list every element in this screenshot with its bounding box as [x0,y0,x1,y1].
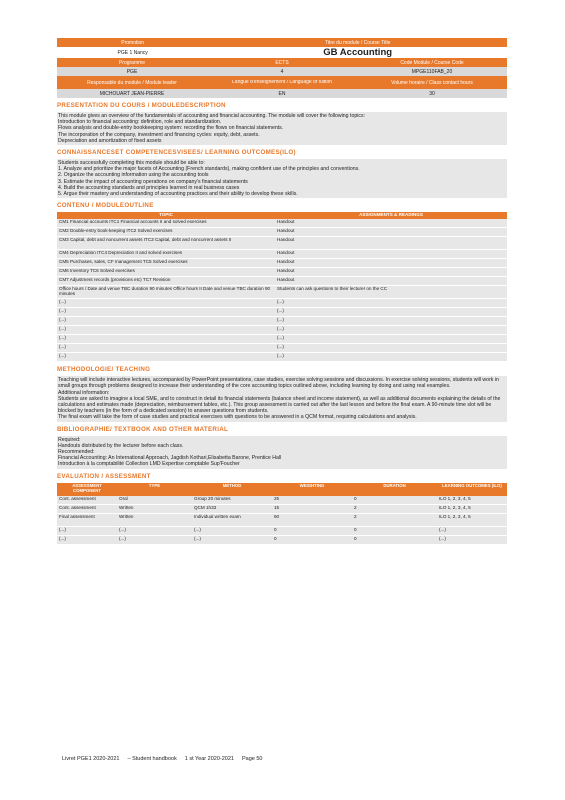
eval-cell: Oral [117,496,192,505]
eval-col-ilo: LEARNING OUTCOMES (ILO) [437,483,507,496]
outcomes-line: 4. Build the accounting standards and principles learned in real business cases [58,184,240,191]
footer-subtitle: – Student handbook [127,756,177,762]
bibliography-title: BIBLIOGRAPHIE/ TEXTBOOK AND OTHER MATERIAL [57,425,229,433]
outline-assign: Handout [275,268,507,277]
outline-row [57,250,507,259]
eval-cell: ILO 1, 2, 3, 4, 5 [437,513,507,526]
outline-assign: (...) [275,308,507,317]
promotion-value: PGE 1 Nancy [117,49,148,56]
outline-topic: (...) [57,344,275,353]
eval-cell: 2 [352,513,437,526]
eval-cell: (...) [192,526,272,535]
eval-col-weighting: WEIGHTING [272,483,352,496]
outcomes-line: 2. Organize the accounting information using the accounting tools [58,172,209,179]
outline-table [57,212,507,362]
eval-row [57,526,507,535]
code-label: Code Module / Course Code [400,59,464,66]
outline-row [57,286,507,299]
bibliography-line: Introduction à la comptabilité Collection LMD Expertise comptable Sup'Foucher [58,461,240,468]
outline-topic: CM1 Financial accounts ITC1 Financial accounts II and solved exercises [57,219,275,228]
evaluation-table [57,483,507,545]
presentation-line: Flows analysis and double-entry bookkeeping system: recording the flows on financial statements. [58,125,284,132]
outline-row [57,268,507,277]
eval-col-component: ASSESSMENT COMPONENT [57,483,117,496]
methodology-line: Students are asked to imagine a local SME, and to construct in detail its financial statements (balance sheet and income statement), as well as additional documents explaining the details of the calculations and estimates made (depreciation, reimbursement tables, etc.). This group assessment is carried out after the last lesson and before the final exam. A 90-minute time slot will be blocked by teachers (in the form of a dedicated session) to answer questions from students. [58,395,501,415]
eval-cell: Written [117,504,192,513]
eval-cell: ILO 1, 2, 3, 4, 5 [437,496,507,505]
volume-label: Volume horaire / Class contact hours [391,79,473,86]
outline-assign: Handout [275,228,507,237]
outline-topic: CM4 Depreciation ITC4 Depreciation II and solved exercises [57,250,275,259]
outline-topic: CM6 Inventory TC6 Solved exercises [57,268,275,277]
outline-assign: (...) [275,335,507,344]
eval-row [57,513,507,526]
ects-label: ECTS [275,59,289,66]
volume-value: 30 [429,90,435,97]
presentation-title: PRESENTATION DU COURS / MODULEDESCRIPTION [57,102,226,109]
outline-assign: Handout [275,237,507,250]
eval-cell: (...) [117,535,192,544]
responsable-label: Responsable du module / Module leader [87,79,177,86]
bibliography-line: Handouts distributed by the lecturer before each class. [58,442,184,449]
outcomes-body [57,159,507,198]
outline-header-row [57,212,507,219]
outline-topic: Office hours / Date and venue TBC duration 90 minutes Office hours II Date and venue TBC duration 90 minutes [57,286,275,299]
methodology-line: Additional information: [58,389,110,396]
eval-header-row [57,483,507,496]
eval-cell: 0 [352,526,437,535]
eval-cell: 0 [272,535,352,544]
presentation-line: Introduction to financial accounting: definition, role and standardization. [58,119,222,126]
ects-value: 4 [280,68,284,75]
responsable-value: MICHOUART JEAN-PIERRE [99,90,165,97]
header-row-6 [57,89,507,98]
course-title: GB Accounting [323,47,393,58]
outline-assign: (...) [275,344,507,353]
outline-assign: (...) [275,299,507,308]
outline-topic: CM7 Adjustment records (provisions etc) TC7 Revision [57,277,275,286]
outline-assign: Handout [275,219,507,228]
outline-assign: Handout [275,259,507,268]
presentation-body [57,112,507,145]
outline-row [57,326,507,335]
methodology-line: Teaching will include interactive lectures, accompanied by PowerPoint presentations, case studies, exercise solving sessions and discussions. In exercise solving sessions, students will work in small groups through problems designed to increase their understanding of the core accounting topics outlined above, including learning by doing and using real examples. [58,377,499,390]
outline-row [57,219,507,228]
outline-title: CONTENU / MODULEOUTLINE [57,202,154,210]
footer-page-number: Page 50 [241,756,263,762]
eval-cell: 0 [352,496,437,505]
outline-row [57,308,507,317]
programme-label: Programme [118,59,146,66]
bibliography-line: Financial Accounting: An International Approach, Jagdish Kothari,Elisabetta Barone, Prentice Hall [58,455,282,462]
eval-cell: (...) [57,526,117,535]
outline-assign: Handout [275,250,507,259]
presentation-line: This module gives an overview of the fundamentals of accounting and financial accounting. The module will cover the following topics: [58,113,366,119]
title-label: Titre du module / Course Title [324,39,391,46]
outline-row [57,277,507,286]
outline-topic: CM2 Double-entry book-keeping ITC2 Solved exercises [57,228,275,237]
outline-col-topic: TOPIC [57,212,275,219]
outline-topic: (...) [57,326,275,335]
outline-assign: Students can ask questions to their lecturer on the CC [275,286,507,299]
eval-col-type: TYPE [117,483,192,496]
bibliography-body [57,436,507,469]
outcomes-title: CONNAISSANCESET COMPETENCESVISEES/ LEARNING OUTCOMES(ILO) [57,149,296,157]
outline-col-assign: ASSIGNMENTS & READINGS [275,212,507,219]
eval-cell: (...) [437,535,507,544]
header-row-4 [57,67,507,76]
code-value: MPGE110FAB_20 [411,68,453,75]
outcomes-line: Students successfully completing this module should be able to: [58,160,205,167]
promotion-label: Promotion [121,39,145,46]
header-row-5 [57,76,507,89]
eval-cell: ILO 1, 2, 3, 4, 5 [437,504,507,513]
eval-cell: (...) [57,535,117,544]
eval-cell: (...) [437,526,507,535]
eval-cell: (...) [117,526,192,535]
page-footer [62,756,262,762]
footer-handbook: Livret PGE1 2020-2021 [62,756,120,762]
header-row-1 [57,38,507,47]
bibliography-line: Required: [58,436,81,443]
outline-topic: (...) [57,299,275,308]
outline-topic: (...) [57,308,275,317]
eval-col-method: METHOD [192,483,272,496]
handbook-page [57,38,507,545]
eval-col-duration: DURATION [352,483,437,496]
eval-cell: Group 20 minutes [192,496,272,505]
header-row-3 [57,58,507,67]
eval-row [57,496,507,505]
outline-row [57,335,507,344]
outline-topic: CM5 Purchases, sales, CF management TC5 Solved exercises [57,259,275,268]
eval-cell: 0 [352,535,437,544]
eval-cell: Final assessment [57,513,117,526]
eval-cell: 60 [272,513,352,526]
eval-cell: 15 [272,504,352,513]
bibliography-line: Recommended: [58,449,95,456]
programme-value: PGE [126,68,138,75]
footer-year: 1 st Year 2020-2021 [184,756,234,762]
presentation-line: Depreciation and amortization of fixed assets [58,137,162,144]
eval-row [57,535,507,544]
methodology-line: The final exam will take the form of case studies and practical exercises with questions to be answered in a QCM format, requiring calculations and analysis. [58,414,417,421]
outline-assign: (...) [275,353,507,362]
eval-cell: (...) [192,535,272,544]
eval-row [57,504,507,513]
outline-row [57,344,507,353]
outcomes-line: 5. Argue their mastery and understanding of accounting practices and their ability to develop these skills. [58,191,298,198]
header-row-2 [57,47,507,58]
eval-cell: 2 [352,504,437,513]
methodology-body [57,376,507,421]
methodology-title: METHODOLOGIE/ TEACHING [57,366,151,374]
outline-row [57,259,507,268]
outline-topic: (...) [57,353,275,362]
evaluation-title: EVALUATION / ASSESSMENT [57,472,151,480]
outline-row [57,317,507,326]
outline-assign: (...) [275,326,507,335]
outline-topic: (...) [57,317,275,326]
outline-row [57,353,507,362]
eval-cell: Cont. assessment [57,496,117,505]
eval-cell: 25 [272,496,352,505]
outline-topic: (...) [57,335,275,344]
eval-cell: Cont. assessment [57,504,117,513]
outcomes-line: 3. Estimate the impact of accounting operations on company's financial statements [58,178,248,185]
outline-assign: Handout [275,277,507,286]
eval-cell: Written [117,513,192,526]
outline-topic: CM3 Capital, debt and noncurrent assets ITC3 Capital, debt and noncurrent assets II [57,237,275,250]
outline-row [57,237,507,250]
langue-label: Langue d'enseignement / Language of tuition [232,79,332,85]
outline-row [57,299,507,308]
presentation-line: The incorporation of the company, investment and financing cycles: equity, debt, assets. [58,131,260,138]
eval-cell: 0 [272,526,352,535]
outcomes-line: 1. Analyze and prioritize the major facets of Accounting (French standards), making confident use of the principles and conventions. [58,166,360,173]
outline-assign: (...) [275,317,507,326]
eval-cell: Individual written exam [192,513,272,526]
outline-row [57,228,507,237]
eval-cell: QCM 1h33 [192,504,272,513]
langue-value: EN [278,90,286,97]
